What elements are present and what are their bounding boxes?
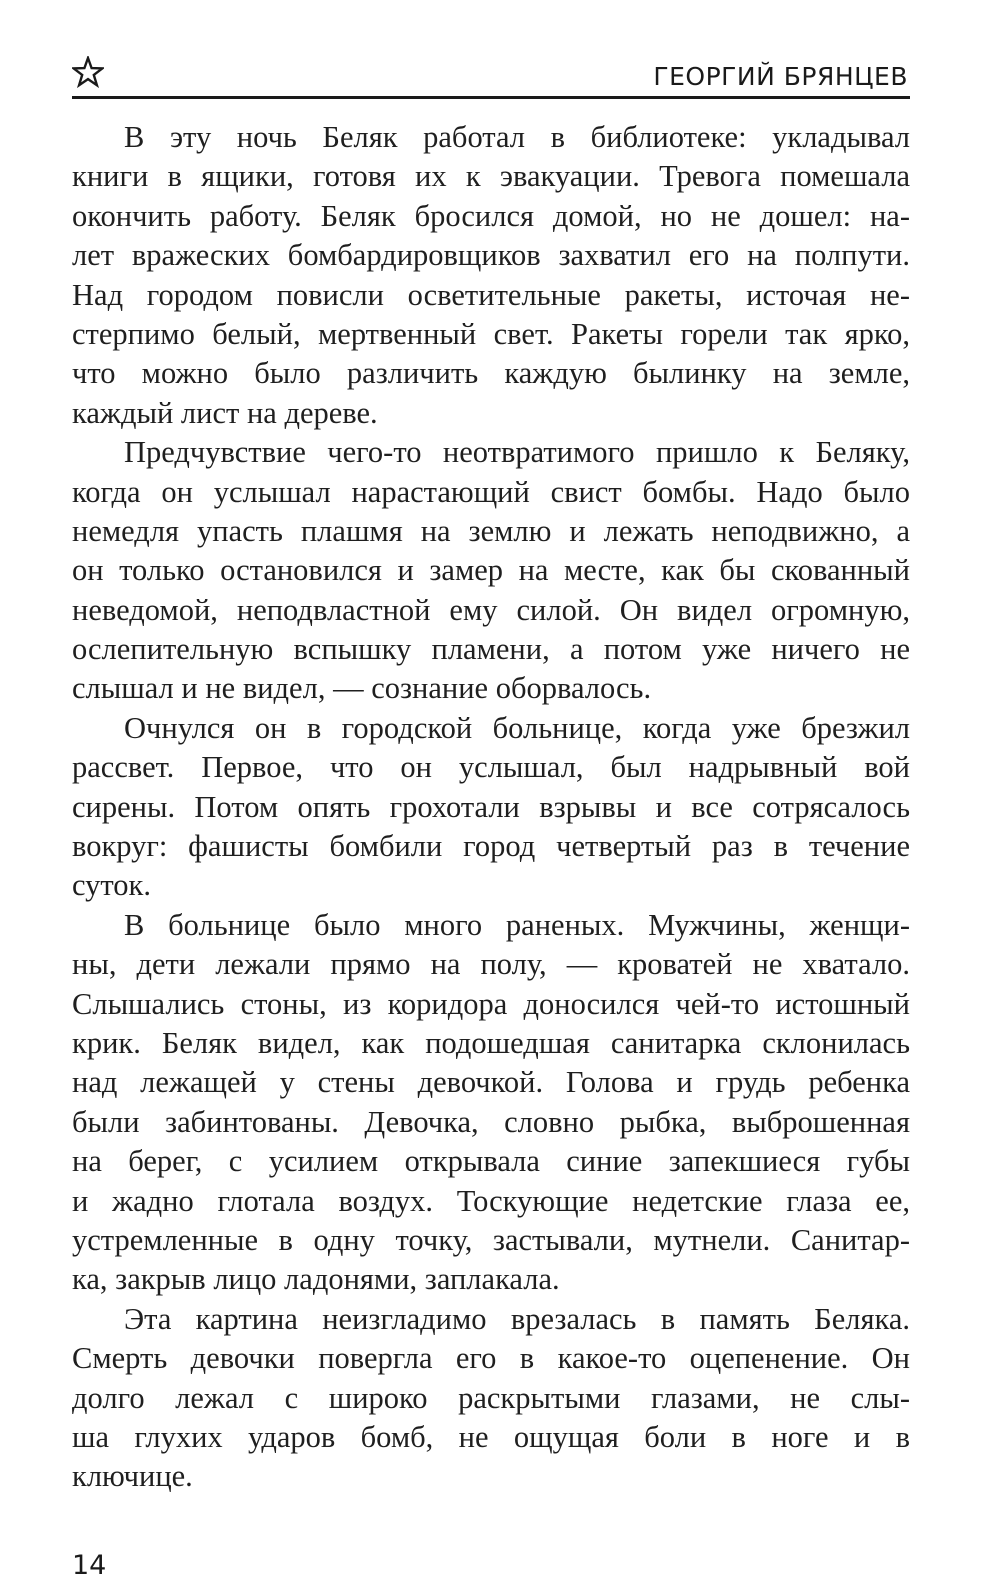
text-line: Эта картина неизгладимо врезалась в память Беляка. xyxy=(124,1301,910,1336)
text-line: В эту ночь Беляк работал в библиотеке: укладывал xyxy=(124,120,910,154)
main-text xyxy=(72,118,910,1497)
text-line: книги в ящики, готовя их к эвакуации. Тревога помешала xyxy=(72,159,910,194)
text-line: ключице. xyxy=(72,1459,193,1494)
text-line: сирены. Потом опять грохотали взрывы и все сотрясалось xyxy=(72,789,910,824)
text-line: были забинтованы. Девочка, словно рыбка, выброшенная xyxy=(72,1104,910,1139)
text-line: рассвет. Первое, что он услышал, был надрывный вой xyxy=(72,750,910,785)
text-line: В больнице было много раненых. Мужчины, женщи- xyxy=(124,907,910,942)
text-line: устремленные в одну точку, застывали, мутнели. Санитар- xyxy=(72,1222,910,1257)
text-line: окончить работу. Беляк бросился домой, но не дошел: на- xyxy=(72,198,910,233)
text-line: слышал и не видел, — сознание оборвалось. xyxy=(72,671,652,706)
running-header xyxy=(72,52,910,99)
text-line: лет вражеских бомбардировщиков захватил его на полпути. xyxy=(72,238,910,273)
text-line: Слышались стоны, из коридора доносился чей-то истошный xyxy=(72,986,910,1021)
text-line: ны, дети лежали прямо на полу, — кроватей не хватало. xyxy=(72,947,910,982)
text-line: ка, закрыв лицо ладонями, заплакала. xyxy=(72,1262,560,1297)
text-line: неведомой, неподвластной ему силой. Он видел огромную, xyxy=(72,592,910,627)
text-line: Очнулся он в городской больнице, когда уже брезжил xyxy=(124,710,910,745)
text-line: немедля упасть плашмя на землю и лежать неподвижно, а xyxy=(72,513,910,548)
text-line: и жадно глотала воздух. Тоскующие недетские глаза ее, xyxy=(72,1183,910,1218)
text-line: ша глухих ударов бомб, не ощущая боли в ноге и в xyxy=(72,1419,910,1454)
text-line: над лежащей у стены девочкой. Голова и грудь ребенка xyxy=(72,1065,910,1100)
text-line: когда он услышал нарастающий свист бомбы. Надо было xyxy=(72,474,910,509)
page-number: 14 xyxy=(72,1550,107,1581)
text-line: что можно было различить каждую былинку на земле, xyxy=(72,356,910,391)
text-line: долго лежал с широко раскрытыми глазами, не слы- xyxy=(72,1380,910,1415)
text-line: он только остановился и замер на месте, как бы скованный xyxy=(72,553,910,588)
text-line: суток. xyxy=(72,868,152,903)
text-line: Над городом повисли осветительные ракеты, источая не- xyxy=(72,277,910,312)
star-outline-icon xyxy=(72,56,104,88)
text-line: вокруг: фашисты бомбили город четвертый раз в течение xyxy=(72,829,910,864)
text-line: стерпимо белый, мертвенный свет. Ракеты горели так ярко, xyxy=(72,316,910,351)
text-line: ослепительную вспышку пламени, а потом уже ничего не xyxy=(72,632,910,667)
text-line: крик. Беляк видел, как подошедшая санитарка склонилась xyxy=(72,1025,910,1060)
text-line: Предчувствие чего-то неотвратимого пришло к Беляку, xyxy=(124,435,910,470)
text-line: Смерть девочки повергла его в какое-то оцепенение. Он xyxy=(72,1341,910,1376)
text-line: каждый лист на дереве. xyxy=(72,395,378,430)
text-line: на берег, с усилием открывала синие запекшиеся губы xyxy=(72,1144,910,1179)
author-name: ГЕОРГИЙ БРЯНЦЕВ xyxy=(653,62,908,91)
